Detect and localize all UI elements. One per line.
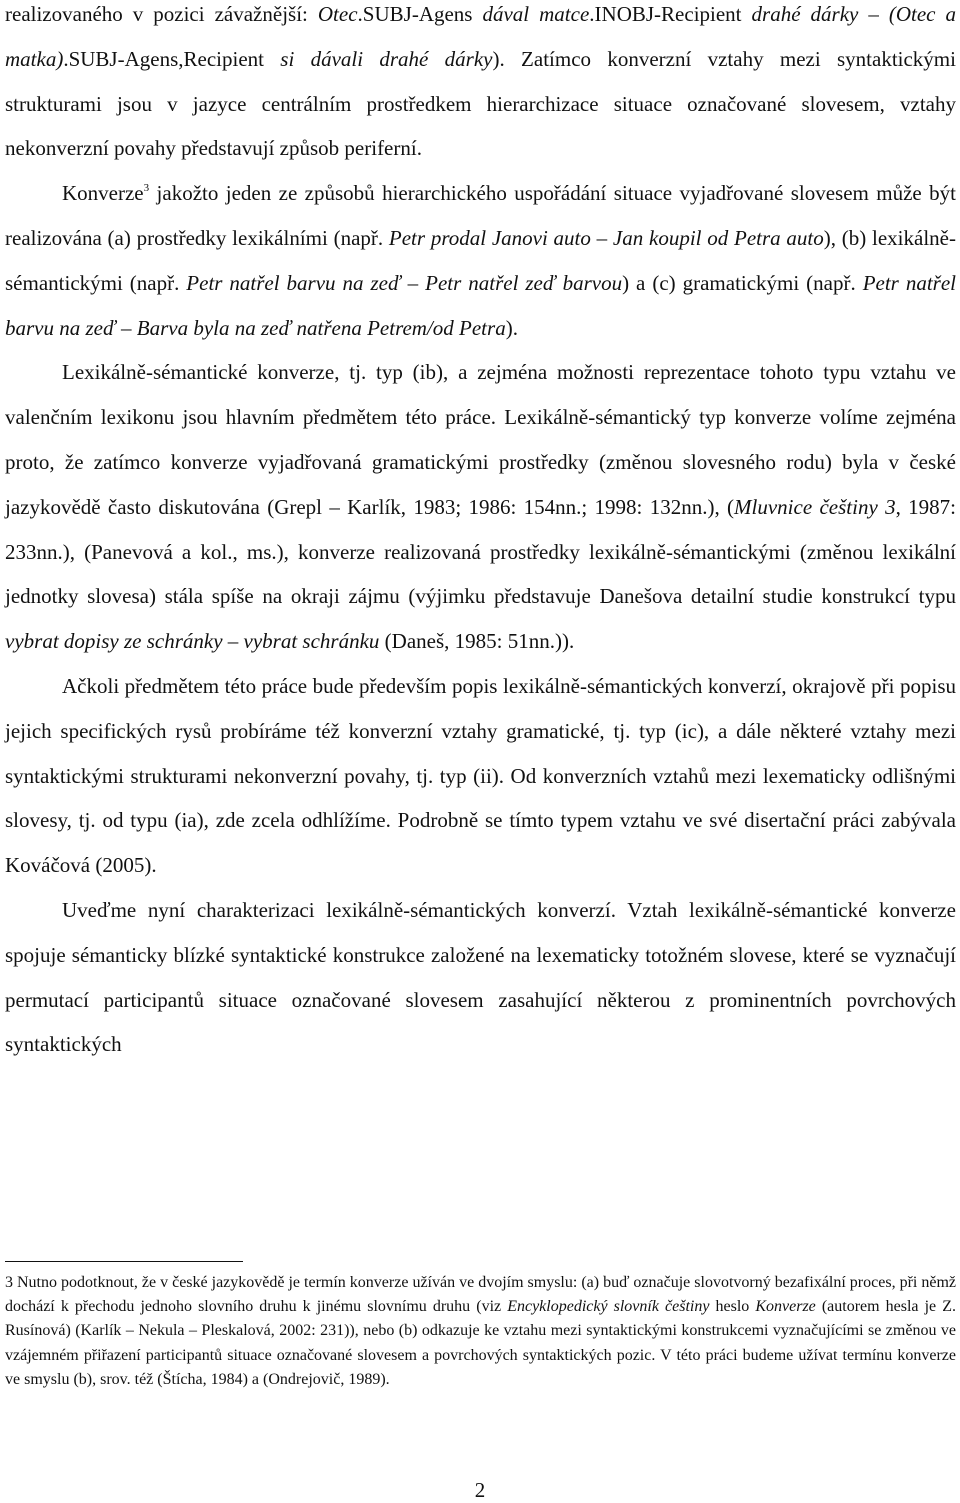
example-italic: Petr natřel barvu na zeď – Petr natřel zeď barvou	[186, 270, 623, 295]
text-run: .SUBJ-Agens	[357, 2, 483, 26]
citation-italic: Mluvnice češtiny 3	[734, 494, 896, 519]
paragraph-5	[5, 888, 956, 1067]
example-italic: Petr prodal Janovi auto – Jan koupil od Petra auto	[388, 225, 824, 250]
footnote-3	[5, 1271, 956, 1392]
text-run: , 1987: 233nn.), (Panevová a kol., ms.), konverze realizovaná prostředky lexikálně-sémantickými (změnou lexikální jednotky slovesa) stála spíše na okraji zájmu (výjimku představuje Danešova detailní studie konstrukcí typu	[5, 494, 956, 609]
example-italic: dával matce	[482, 2, 590, 26]
text-run: ). Zatímco konverzní vztahy mezi syntaktickými strukturami jsou v jazyce centrálním prostředkem hierarchizace situace označované slovesem, vztahy nekonverzní povahy představují způsob periferní.	[5, 46, 956, 161]
example-italic: Otec	[317, 2, 358, 26]
example-italic: si dávali drahé dárky	[280, 46, 493, 71]
document-page	[5, 0, 956, 1388]
paragraph-4	[5, 664, 956, 888]
text-run: (Daneš, 1985: 51nn.)).	[379, 629, 575, 654]
text-run: Ačkoli předmětem této práce bude především popis lexikálně-sémantických konverzí, okrajově při popisu jejich specifických rysů probíráme též konverzní vztahy gramatické, tj. typ (ic), a dále některé vztahy mezi syntaktickými strukturami nekonverzní povahy, tj. typ (ii). Od konverzních vztahů mezi lexematicky odlišnými slovesy, tj. od typu (ia), zde zcela odhlížíme. Podrobně se tímto typem vztahu ve své disertační práci zabývala Kováčová (2005).	[5, 673, 956, 878]
text-run: .SUBJ-Agens,Recipient	[63, 46, 281, 71]
text-run: heslo	[709, 1298, 756, 1316]
text-run: Lexikálně-sémantické konverze, tj. typ (ib), a zejména možnosti reprezentace tohoto typu vztahu ve valenčním lexikonu jsou hlavním předmětem této práce. Lexikálně-sémantický typ konverze volíme zejména proto, že zatímco konverze vyjadřovaná gramatickými prostředky (změnou slovesného rodu) byla v české jazykovědě často diskutována (Grepl – Karlík, 1983; 1986: 154nn.; 1998: 132nn.), (	[5, 360, 956, 519]
text-run: realizovaného v pozici závažnější:	[5, 2, 318, 26]
page-number: 2	[474, 1478, 486, 1502]
citation-italic: Encyklopedický slovník češtiny	[507, 1298, 710, 1316]
example-italic: drahé dárky – (Otec a matka)	[5, 2, 956, 71]
term-italic: Konverze	[755, 1298, 816, 1316]
paragraph-2	[5, 171, 956, 350]
text-run: jakožto jeden ze způsobů hierarchického uspořádání situace vyjadřované slovesem může být realizována (a) prostředky lexikálními (např.	[5, 181, 956, 250]
body-text	[5, 0, 956, 1067]
text-run: (autorem hesla je Z. Rusínová) (Karlík – Nekula – Pleskalová, 2002: 231)), nebo (b) odkazuje ke vztahu mezi syntaktickými konstrukcemi vyznačujícími se změnou ve vzájemném přiřazení participantů situace označované slovesem a povrchových syntaktických pozic. V této práci budeme užívat termínu konverze ve smyslu (b), srov. též (Štícha, 1984) a (Ondrejovič, 1989).	[5, 1298, 956, 1388]
footnote	[5, 1271, 956, 1392]
text-run: Uveďme nyní charakterizaci lexikálně-sémantických konverzí. Vztah lexikálně-sémantické konverze spojuje sémanticky blízké syntaktické konstrukce založené na lexematicky totožném slovese, které se vyznačují permutací participantů situace označované slovesem zasahující některou z prominentních povrchových syntaktických	[5, 897, 956, 1057]
text-run: 3 Nutno podotknout, že v české jazykovědě je termín konverze užíván ve dvojím smyslu: (a) buď označuje slovotvorný bezafixální proces, při němž dochází k přechodu jednoho slovního druhu k jinému slovnímu druhu (viz	[5, 1274, 956, 1316]
paragraph-1	[5, 0, 956, 171]
text-run: ) a (c) gramatickými (např.	[622, 270, 863, 295]
example-italic: Petr natřel barvu na zeď – Barva byla na zeď natřena Petrem/od Petra	[5, 270, 956, 340]
footnote-marker: 3	[143, 182, 150, 195]
footnote-separator	[5, 1261, 243, 1262]
text-run: ), (b) lexikálně-sémantickými (např.	[5, 225, 956, 295]
text-run: .INOBJ-Recipient	[589, 2, 752, 26]
paragraph-3	[5, 350, 956, 664]
text-run: Konverze	[62, 181, 144, 206]
text-run: ).	[505, 315, 518, 340]
example-italic: vybrat dopisy ze schránky – vybrat schránku	[5, 629, 380, 654]
